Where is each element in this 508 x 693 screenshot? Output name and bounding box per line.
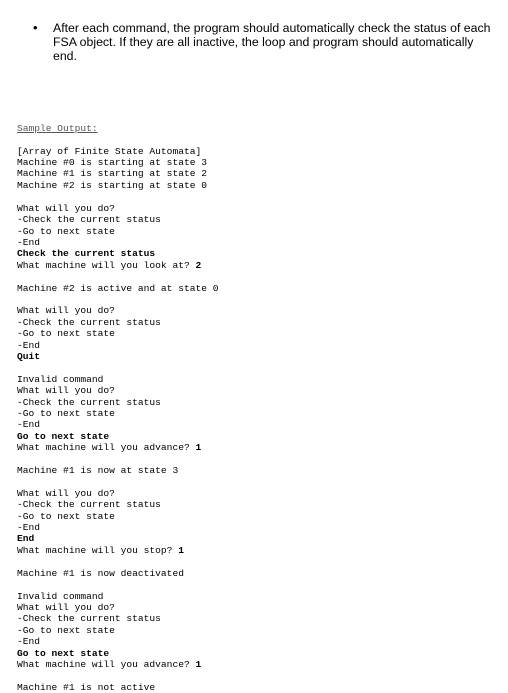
output-line [17,351,219,362]
output-text: Machine #1 is not active [17,681,156,693]
output-text: -Check the current status [17,214,161,226]
output-line [17,237,219,248]
output-text: Machine #1 is starting at state 2 [17,168,207,180]
output-line [17,545,219,556]
bullet-text: After each command, the program should automatically check the status of each FSA object. If they are all inactive, the loop and program should automatically end. [53,21,491,64]
output-line [17,328,219,339]
output-line [17,556,219,567]
user-command: End [17,533,35,545]
output-text: Invalid command [17,590,104,602]
output-text: Machine #1 is now deactivated [17,567,184,579]
output-line [17,431,219,442]
output-line [17,191,219,202]
output-text: -Go to next state [17,510,115,522]
output-line [17,203,219,214]
user-input-value: 1 [195,442,202,454]
output-line [17,397,219,408]
output-line [17,591,219,602]
output-text: -End [17,522,41,534]
user-input-value: 1 [178,544,184,556]
output-line [17,248,219,259]
output-line [17,636,219,647]
output-line [17,157,219,168]
user-command: Check the current status [17,248,156,260]
output-text: What will you do? [17,487,115,499]
output-line [17,340,219,351]
output-line [17,454,219,465]
output-text: Machine #1 is now at state 3 [17,465,179,477]
output-text: -Check the current status [17,396,161,408]
user-input-value: 1 [195,658,202,670]
output-line [17,362,219,373]
output-line [17,180,219,191]
output-line [17,305,219,316]
output-line [17,146,219,157]
user-command: Go to next state [17,430,110,442]
output-text: Machine #0 is starting at state 3 [17,157,207,169]
user-command: Quit [17,350,41,362]
output-line [17,294,219,305]
output-text: What will you do? [17,202,115,214]
output-line [17,168,219,179]
output-text: -Check the current status [17,613,161,625]
output-line [17,419,219,430]
output-line [17,682,219,693]
output-line [17,442,219,453]
output-text: What machine will you advance? [17,658,196,670]
output-text: Machine #2 is starting at state 0 [17,179,207,191]
output-line [17,226,219,237]
output-line [17,625,219,636]
output-line [17,579,219,590]
output-text: -End [17,636,41,648]
output-line [17,260,219,271]
output-text: -End [17,419,41,431]
sample-output-block [17,100,219,693]
output-text: Machine #2 is active and at state 0 [17,282,219,294]
output-text: What will you do? [17,305,115,317]
output-text: -Check the current status [17,499,161,511]
output-line [17,271,219,282]
output-text: -Go to next state [17,408,115,420]
output-text: What machine will you advance? [17,442,196,454]
output-line [17,568,219,579]
output-line [17,283,219,294]
user-input-value: 2 [195,259,202,271]
output-line [17,214,219,225]
bullet-dot-icon: • [33,20,38,35]
output-line [17,374,219,385]
user-command: Go to next state [17,647,110,659]
output-text: -Go to next state [17,624,115,636]
output-text: [Array of Finite State Automata] [17,145,202,157]
output-text: Invalid command [17,373,104,385]
output-line [17,602,219,613]
output-line [17,499,219,510]
output-text: What machine will you stop? [17,544,179,556]
output-line [17,659,219,670]
output-line [17,476,219,487]
output-text: -End [17,339,41,351]
output-text: What will you do? [17,385,115,397]
output-line [17,670,219,681]
output-line [17,533,219,544]
sample-output-heading: Sample Output: [17,122,98,134]
output-line [17,408,219,419]
output-text: What machine will you look at? [17,259,196,271]
output-text: -Go to next state [17,225,115,237]
output-line [17,613,219,624]
output-text: What will you do? [17,601,115,613]
output-line [17,317,219,328]
output-line [17,648,219,659]
output-text: -End [17,236,41,248]
output-text: -Go to next state [17,328,115,340]
output-line [17,511,219,522]
output-text: -Check the current status [17,316,161,328]
output-line [17,522,219,533]
output-line [17,465,219,476]
output-line [17,385,219,396]
output-line [17,488,219,499]
